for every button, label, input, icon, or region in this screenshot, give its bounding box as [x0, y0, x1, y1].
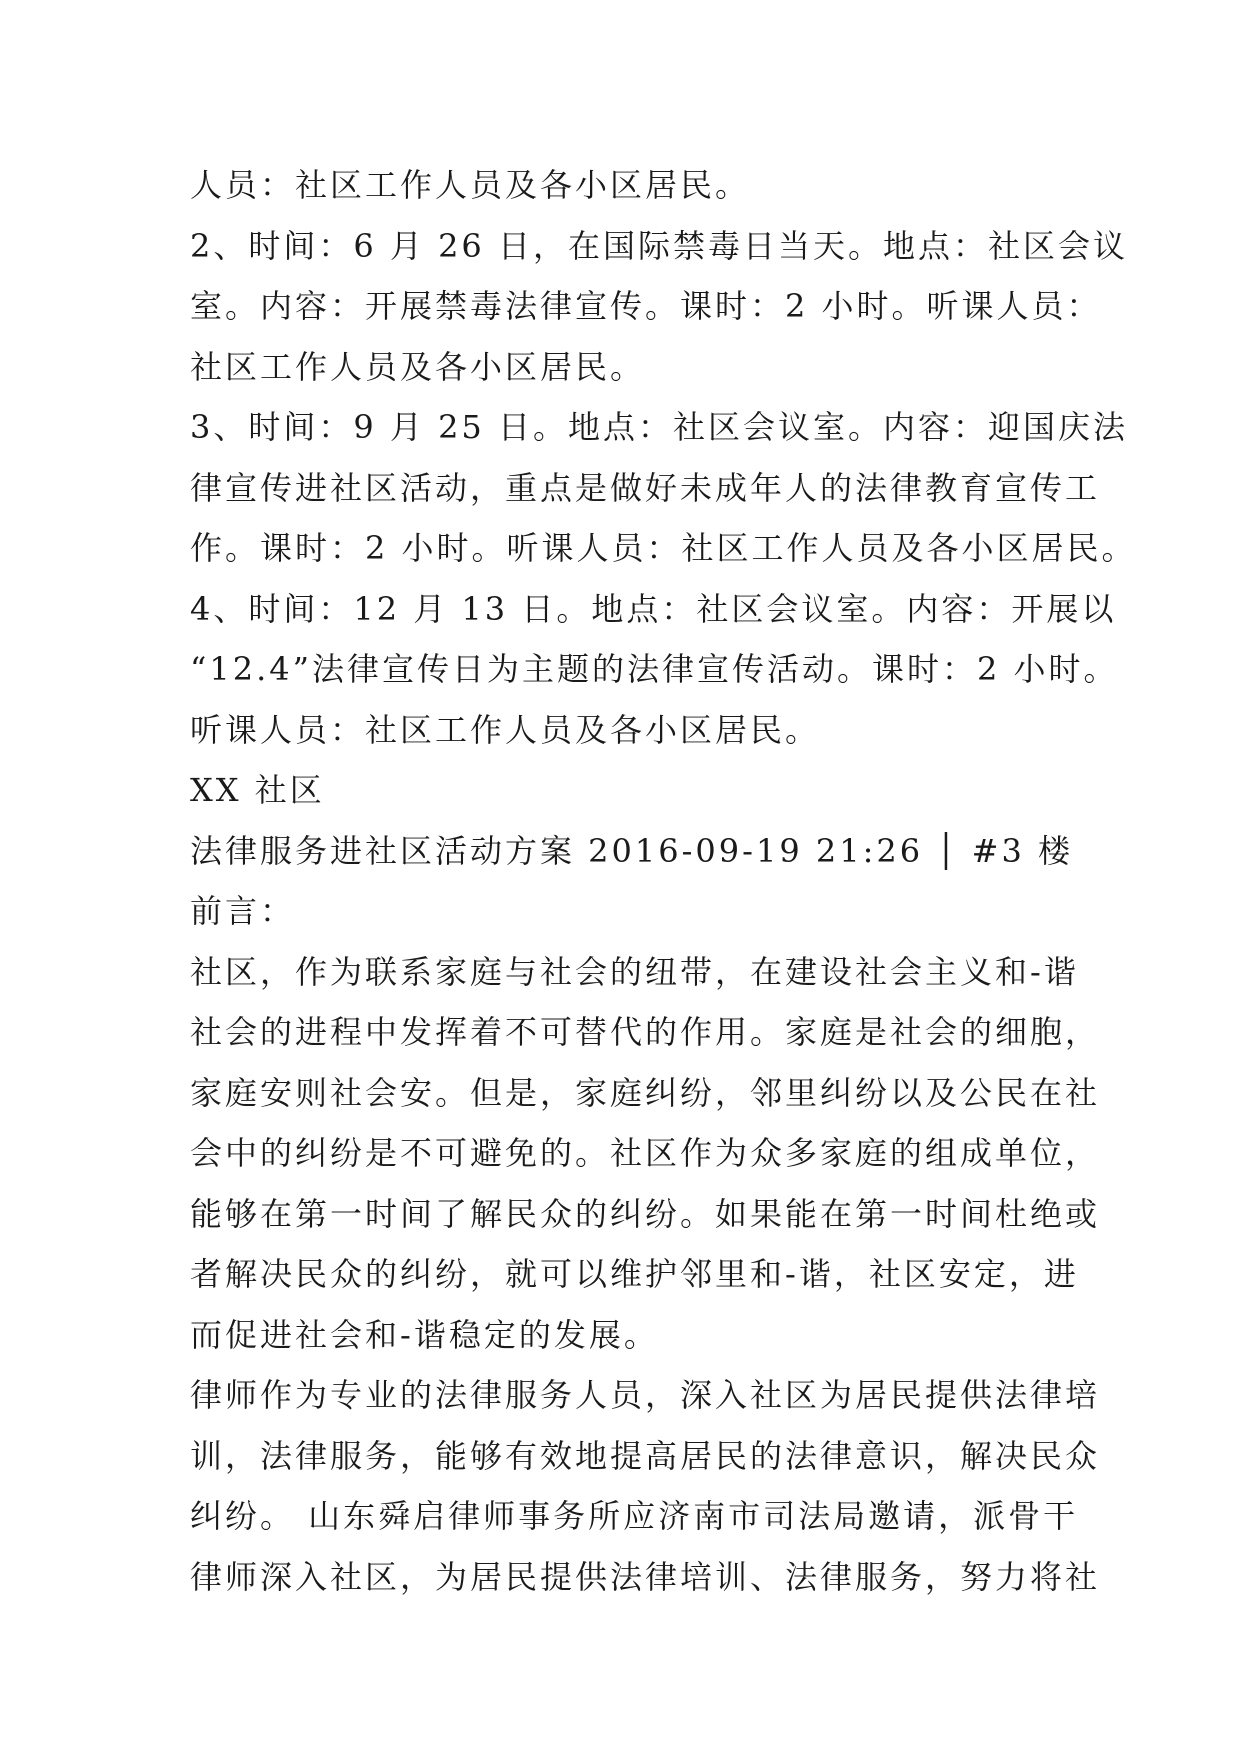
text-line: 而促进社会和-谐稳定的发展。 — [190, 1315, 659, 1354]
text-line: 者解决民众的纠纷，就可以维护邻里和-谐，社区安定，进 — [190, 1255, 1079, 1293]
text-line: 律师作为专业的法律服务人员，深入社区为居民提供法律培 — [190, 1376, 1101, 1414]
text-line: 前言： — [190, 892, 296, 930]
text-line: 纠纷。 山东舜启律师事务所应济南市司法局邀请，派骨干 — [190, 1497, 1079, 1535]
text-line: 室。内容：开展禁毒法律宣传。课时：2 小时。听课人员： — [190, 287, 1102, 325]
text-line: 能够在第一时间了解民众的纠纷。如果能在第一时间杜绝或 — [190, 1194, 1101, 1233]
text-line: 人员：社区工作人员及各小区居民。 — [190, 166, 751, 204]
text-line: 3、时间：9 月 25 日。地点：社区会议室。内容：迎国庆法 — [190, 408, 1128, 446]
text-line: 家庭安则社会安。但是，家庭纠纷，邻里纠纷以及公民在社 — [190, 1073, 1101, 1112]
section-heading: 法律服务进社区活动方案 2016-09-19 21:26 │ #3 楼 — [190, 831, 1074, 870]
text-line: 训，法律服务，能够有效地提高居民的法律意识，解决民众 — [190, 1436, 1101, 1475]
text-line: 听课人员：社区工作人员及各小区居民。 — [190, 710, 821, 749]
text-line: 社区，作为联系家庭与社会的纽带，在建设社会主义和-谐 — [190, 952, 1079, 991]
text-line: XX 社区 — [190, 771, 325, 809]
text-line: 作。课时：2 小时。听课人员：社区工作人员及各小区居民。 — [190, 529, 1137, 567]
text-line: 律师深入社区，为居民提供法律培训、法律服务，努力将社 — [190, 1557, 1101, 1596]
document-body — [190, 159, 1137, 1611]
text-line: 会中的纠纷是不可避免的。社区作为众多家庭的组成单位， — [190, 1134, 1101, 1172]
text-line: 社会的进程中发挥着不可替代的作用。家庭是社会的细胞， — [190, 1013, 1101, 1051]
text-line: “12.4”法律宣传日为主题的法律宣传活动。课时：2 小时。 — [190, 650, 1119, 688]
text-line: 4、时间：12 月 13 日。地点：社区会议室。内容：开展以 — [190, 589, 1117, 628]
text-line: 律宣传进社区活动，重点是做好未成年人的法律教育宣传工 — [190, 468, 1101, 507]
text-line: 社区工作人员及各小区居民。 — [190, 347, 646, 386]
text-line: 2、时间：6 月 26 日，在国际禁毒日当天。地点：社区会议 — [190, 226, 1128, 265]
